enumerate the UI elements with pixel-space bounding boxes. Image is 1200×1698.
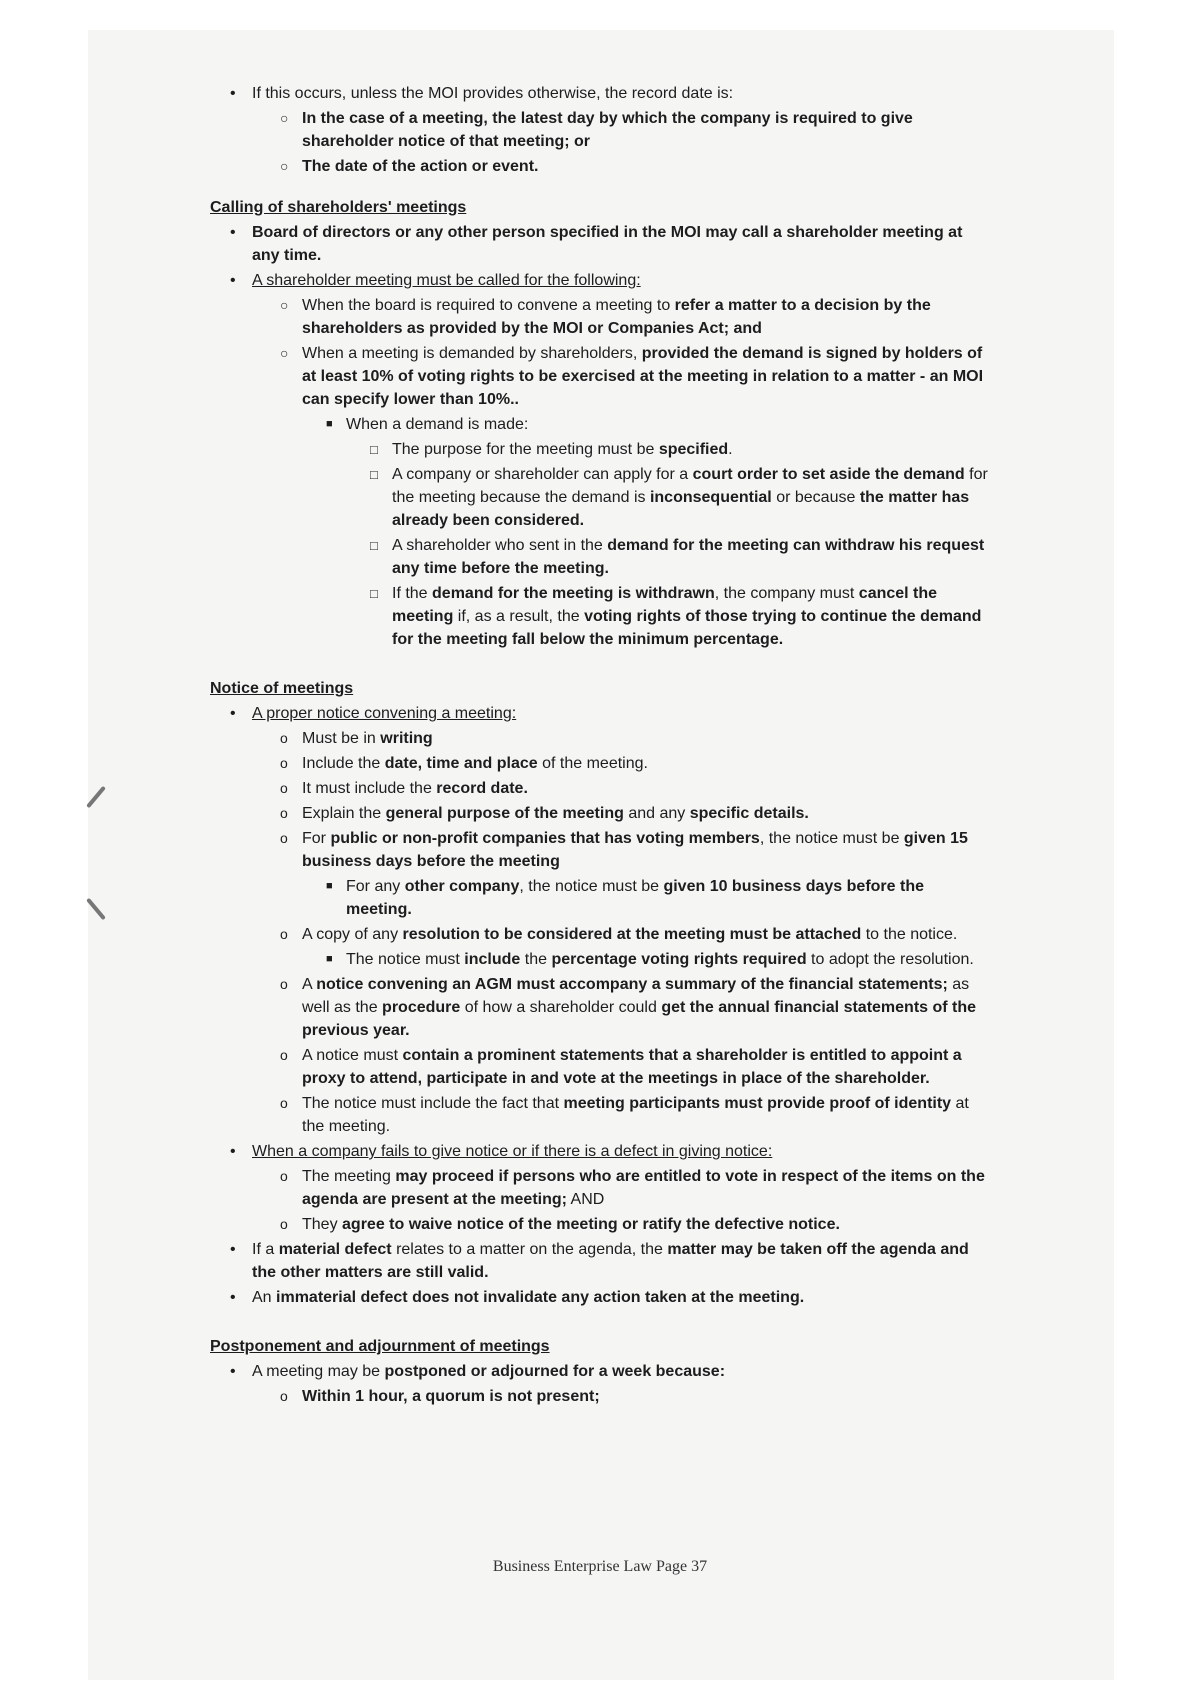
item-text-bold: include <box>464 951 521 968</box>
item-text: They <box>302 1216 343 1233</box>
item-text: A meeting may be <box>252 1363 385 1380</box>
item-text-bold: specific details. <box>689 805 809 822</box>
circle-bullet-icon: o <box>280 730 288 746</box>
list-item <box>210 342 990 411</box>
square-bullet-icon: ■ <box>326 953 333 965</box>
item-text: AND <box>566 1191 605 1208</box>
item-text: When a company fails to give notice or if there is a defect in giving notice: <box>252 1143 773 1160</box>
item-text-bold: procedure <box>382 999 461 1016</box>
item-text: Board of directors or any other person specified in the MOI may call a shareholder meeting at any time. <box>252 224 963 264</box>
item-text: It must include the <box>302 780 437 797</box>
item-text-bold: voting rights of those trying to continue the demand for the meeting fall below the minimum percentage. <box>392 608 982 648</box>
bullet-icon: • <box>230 705 236 722</box>
item-text: relates to a matter on the agenda, the <box>391 1241 668 1258</box>
list-item <box>210 875 990 921</box>
list-item <box>210 582 990 651</box>
list-item <box>210 1385 990 1408</box>
item-text: Within 1 hour, a quorum is not present; <box>302 1388 600 1405</box>
item-text: to the notice. <box>861 926 958 943</box>
list-item <box>210 923 990 946</box>
item-text-bold: get the annual financial statements of the previous year. <box>302 999 977 1039</box>
hollow-square-bullet-icon: □ <box>370 467 378 482</box>
list-item <box>210 1044 990 1090</box>
item-text: A <box>302 976 317 993</box>
list-item <box>210 777 990 800</box>
bullet-icon: • <box>230 272 236 289</box>
item-text-bold: other company <box>404 878 520 895</box>
circle-bullet-icon: o <box>280 805 288 821</box>
list-item <box>210 155 990 178</box>
item-text: If this occurs, unless the MOI provides otherwise, the record date is: <box>252 85 734 102</box>
item-text-bold: demand for the meeting is withdrawn <box>432 585 715 602</box>
item-text: if, as a result, the <box>453 608 585 625</box>
item-text: at the meeting. <box>302 1095 969 1135</box>
list-item <box>210 438 990 461</box>
list-item <box>210 948 990 971</box>
list-item <box>210 294 990 340</box>
item-text: , the notice must be <box>519 878 664 895</box>
item-text-bold: given 10 business days before the meeting. <box>346 878 924 918</box>
item-text: A proper notice convening a meeting: <box>252 705 517 722</box>
item-text: The notice must <box>346 951 465 968</box>
bullet-icon: • <box>230 85 236 102</box>
bullet-icon: • <box>230 1363 236 1380</box>
item-text-bold: contain a prominent statements that a shareholder is entitled to appoint a proxy to attend, participate in and vote at the meetings in place of the shareholder. <box>302 1047 962 1087</box>
item-text: , the company must <box>714 585 859 602</box>
item-text: If the <box>392 585 433 602</box>
item-text-bold: immaterial defect does not invalidate any action taken at the meeting. <box>276 1289 805 1306</box>
item-text-bold: given 15 business days before the meeting <box>302 830 968 870</box>
item-text-bold: percentage voting rights required <box>551 951 807 968</box>
item-text-bold: provided the demand is signed by holders of at least 10% of voting rights to be exercised at the meeting in relation to a matter - an MOI can specify lower than 10%.. <box>302 345 984 408</box>
item-text-bold: demand for the meeting can withdraw his request any time before the meeting. <box>392 537 985 577</box>
item-text: , the notice must be <box>759 830 904 847</box>
item-text-bold: date, time and place <box>384 755 538 772</box>
item-text-bold: specified <box>658 441 729 458</box>
item-text: of how a shareholder could <box>460 999 662 1016</box>
square-bullet-icon: ■ <box>326 880 333 892</box>
circle-bullet-icon: ○ <box>280 158 289 174</box>
circle-bullet-icon: o <box>280 1216 288 1232</box>
item-text: In the case of a meeting, the latest day by which the company is required to give shareholder notice of that meeting; or <box>302 110 913 150</box>
item-text: The date of the action or event. <box>302 158 539 175</box>
list-item <box>210 413 990 436</box>
circle-bullet-icon: o <box>280 1168 288 1184</box>
hollow-square-bullet-icon: □ <box>370 442 378 457</box>
list-item <box>210 752 990 775</box>
list-item <box>210 1092 990 1138</box>
item-text: The meeting <box>302 1168 396 1185</box>
list-item <box>210 1360 990 1383</box>
item-text: When a meeting is demanded by shareholders, <box>302 345 642 362</box>
item-text: to adopt the resolution. <box>806 951 974 968</box>
circle-bullet-icon: o <box>280 780 288 796</box>
circle-bullet-icon: o <box>280 755 288 771</box>
circle-bullet-icon: o <box>280 926 288 942</box>
hollow-square-bullet-icon: □ <box>370 538 378 553</box>
circle-bullet-icon: o <box>280 830 288 846</box>
item-text-bold: agree to waive notice of the meeting or ratify the defective notice. <box>342 1216 840 1233</box>
item-text: The notice must include the fact that <box>302 1095 564 1112</box>
circle-bullet-icon: ○ <box>280 110 289 126</box>
item-text-bold: inconsequential <box>649 489 772 506</box>
item-text-bold: cancel the meeting <box>392 585 938 625</box>
bullet-icon: • <box>230 1143 236 1160</box>
item-text-bold: matter may be taken off the agenda and the other matters are still valid. <box>252 1241 969 1281</box>
list-item <box>210 269 990 292</box>
bullet-icon: • <box>230 1289 236 1306</box>
item-text-bold: general purpose of the meeting <box>385 805 624 822</box>
item-text: Include the <box>302 755 385 772</box>
list-item <box>210 827 990 873</box>
list-item <box>210 1165 990 1211</box>
list-item <box>210 1238 990 1284</box>
section-heading-notice: Notice of meetings <box>210 680 354 697</box>
item-text: as well as the <box>302 976 970 1016</box>
square-bullet-icon: ■ <box>326 418 333 430</box>
item-text: Must be in <box>302 730 381 747</box>
item-text-bold: record date. <box>436 780 528 797</box>
item-text: A notice must <box>302 1047 403 1064</box>
page-footer: Business Enterprise Law Page 37 <box>492 1558 708 1575</box>
section-heading-calling: Calling of shareholders' meetings <box>210 199 467 216</box>
item-text: A copy of any <box>302 926 403 943</box>
item-text: or because <box>771 489 860 506</box>
item-text: For <box>302 830 331 847</box>
item-text: An <box>252 1289 277 1306</box>
list-item <box>210 1213 990 1236</box>
item-text-bold: public or non-profit companies that has voting members <box>330 830 760 847</box>
list-item <box>210 463 990 532</box>
list-item <box>210 82 990 105</box>
item-text-bold: notice convening an AGM must accompany a summary of the financial statements; <box>316 976 948 993</box>
item-text: and any <box>623 805 690 822</box>
item-text-bold: resolution to be considered at the meeting must be attached <box>402 926 862 943</box>
item-text: Explain the <box>302 805 386 822</box>
item-text-bold: may proceed if persons who are entitled to vote in respect of the items on the agenda are present at the meeting; <box>302 1168 985 1208</box>
item-text-bold: court order to set aside the demand <box>692 466 965 483</box>
list-item <box>210 702 990 725</box>
item-text: A shareholder who sent in the <box>392 537 608 554</box>
item-text: . <box>728 441 733 458</box>
circle-bullet-icon: ○ <box>280 345 289 361</box>
item-text-bold: meeting participants must provide proof of identity <box>563 1095 952 1112</box>
list-item <box>210 221 990 267</box>
item-text-bold: the matter has already been considered. <box>392 489 970 529</box>
item-text: For any <box>346 878 405 895</box>
item-text: of the meeting. <box>537 755 648 772</box>
list-item <box>210 973 990 1042</box>
circle-bullet-icon: o <box>280 976 288 992</box>
item-text: When the board is required to convene a meeting to <box>302 297 675 314</box>
list-item <box>210 802 990 825</box>
list-item <box>210 1286 990 1309</box>
item-text: for the meeting because the demand is <box>392 466 988 506</box>
circle-bullet-icon: o <box>280 1047 288 1063</box>
section-heading-postponement: Postponement and adjournment of meetings <box>210 1338 550 1355</box>
circle-bullet-icon: o <box>280 1388 288 1404</box>
circle-bullet-icon: o <box>280 1095 288 1111</box>
item-text: The purpose for the meeting must be <box>392 441 659 458</box>
bullet-icon: • <box>230 1241 236 1258</box>
item-text: When a demand is made: <box>346 416 529 433</box>
circle-bullet-icon: ○ <box>280 297 289 313</box>
item-text-bold: postponed or adjourned for a week because: <box>384 1363 726 1380</box>
list-item <box>210 107 990 153</box>
item-text: A company or shareholder can apply for a <box>392 466 693 483</box>
item-text: A shareholder meeting must be called for the following: <box>252 272 641 289</box>
page-body <box>210 80 990 1410</box>
item-text: If a <box>252 1241 279 1258</box>
hollow-square-bullet-icon: □ <box>370 586 378 601</box>
list-item <box>210 1140 990 1163</box>
item-text-bold: writing <box>380 730 433 747</box>
bullet-icon: • <box>230 224 236 241</box>
list-item <box>210 727 990 750</box>
item-text: the <box>520 951 552 968</box>
item-text-bold: refer a matter to a decision by the shareholders as provided by the MOI or Companies Act; and <box>302 297 931 337</box>
item-text-bold: material defect <box>278 1241 392 1258</box>
list-item <box>210 534 990 580</box>
